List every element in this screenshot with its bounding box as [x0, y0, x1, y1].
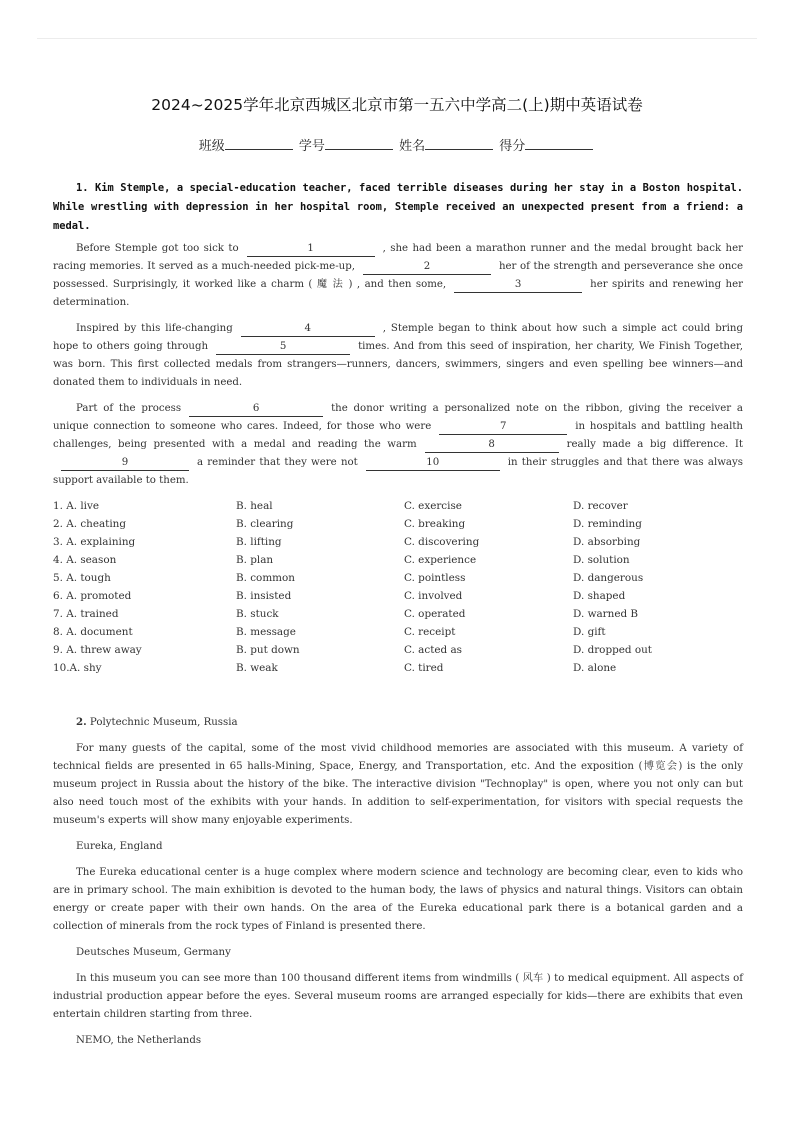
blank-10[interactable]: 10: [366, 456, 500, 471]
blank-8[interactable]: 8: [425, 438, 559, 453]
option-d[interactable]: D. recover: [573, 500, 628, 512]
option-d[interactable]: D. dropped out: [573, 644, 652, 656]
option-c[interactable]: C. experience: [404, 554, 477, 566]
option-d[interactable]: D. dangerous: [573, 572, 644, 584]
option-a[interactable]: 5. A. tough: [53, 572, 111, 584]
option-a[interactable]: 7. A. trained: [53, 608, 119, 620]
option-b[interactable]: B. clearing: [236, 518, 294, 530]
option-a[interactable]: 2. A. cheating: [53, 518, 127, 530]
polytechnic-paragraph: For many guests of the capital, some of the most vivid childhood memories are associated with this museum. A variety of technical fields are presented in 65 halls-Mining, Space, Energy, and Transportation, etc. And the exposition (博览会) is the only museum project in Russia about the history of the bike. The interactive division "Technoplay" is open, where you not only can but also need touch most of the exhibits with your hands. In addition to self-experimentation, for visitors with special requests the museum's experts will show many enjoyable experiments.: [53, 743, 743, 826]
blank-1[interactable]: 1: [247, 242, 375, 257]
option-b[interactable]: B. heal: [236, 500, 273, 512]
option-a[interactable]: 6. A. promoted: [53, 590, 132, 602]
option-c[interactable]: C. breaking: [404, 518, 466, 530]
option-b[interactable]: B. insisted: [236, 590, 292, 602]
options-row: [53, 659, 743, 677]
option-a[interactable]: 9. A. threw away: [53, 644, 142, 656]
blank-2[interactable]: 2: [363, 260, 491, 275]
blank-3[interactable]: 3: [454, 278, 582, 293]
blank-5[interactable]: 5: [216, 340, 350, 355]
options-row: [53, 641, 743, 659]
option-c[interactable]: C. operated: [404, 608, 466, 620]
passage-paragraph-1: Before Stemple got too sick to 1 , she had been a marathon runner and the medal brought back her racing memories. It served as a much-needed pick-me-up, 2 her of the strength and perseverance she once possessed. Surprisingly, it worked like a charm ( 魔 法 ) , and then some, 3 her spirits and renewing her determination.: [53, 243, 743, 308]
blank-7[interactable]: 7: [439, 420, 567, 435]
options-row: [53, 587, 743, 605]
option-a[interactable]: 4. A. season: [53, 554, 117, 566]
passage-paragraph-2: Inspired by this life-changing 4 , Stemple began to think about how such a simple act could bring hope to others going through 5 times. And from this seed of inspiration, her charity, We Finish Together, was born. This first collected medals from strangers—runners, dancers, swimmers, singers and even spelling bee winners—and donated them to individuals in need.: [53, 323, 743, 388]
option-c[interactable]: C. pointless: [404, 572, 466, 584]
question-1-heading: 1. Kim Stemple, a special-education teacher, faced terrible diseases during her stay in a Boston hospital. While wrestling with depression in her hospital room, Stemple received an unexpected present from a friend: a medal.: [53, 182, 743, 232]
option-d[interactable]: D. warned B: [573, 608, 639, 620]
name-field: 姓名: [399, 135, 495, 154]
option-c[interactable]: C. receipt: [404, 626, 456, 638]
question-2-passage: [53, 713, 743, 1058]
options-row: [53, 605, 743, 623]
option-c[interactable]: C. acted as: [404, 644, 463, 656]
option-a[interactable]: 8. A. document: [53, 626, 133, 638]
option-d[interactable]: D. absorbing: [573, 536, 641, 548]
top-divider: [37, 38, 757, 39]
options-row: [53, 569, 743, 587]
option-d[interactable]: D. solution: [573, 554, 630, 566]
question-1-passage: [53, 240, 743, 498]
option-a[interactable]: 3. A. explaining: [53, 536, 136, 548]
question-2-number: 2.: [76, 716, 87, 728]
blank-6[interactable]: 6: [189, 402, 323, 417]
option-b[interactable]: B. plan: [236, 554, 274, 566]
blank-9[interactable]: 9: [61, 456, 189, 471]
option-c[interactable]: C. involved: [404, 590, 463, 602]
name-input-line[interactable]: [425, 138, 493, 150]
section-heading-nemo: NEMO, the Netherlands: [76, 1035, 202, 1046]
option-b[interactable]: B. lifting: [236, 536, 282, 548]
score-field: 得分: [499, 135, 595, 154]
deutsches-paragraph: In this museum you can see more than 100 thousand different items from windmills ( 风车 ) to medical equipment. All aspects of industrial production appear before the eyes. Several museum rooms are arranged especially for kids—there are exhibits that even entertain children starting from three.: [53, 973, 743, 1020]
class-field: 班级: [199, 135, 295, 154]
option-c[interactable]: C. tired: [404, 662, 444, 674]
blank-4[interactable]: 4: [241, 322, 375, 337]
class-input-line[interactable]: [225, 138, 293, 150]
section-heading-deutsches: Deutsches Museum, Germany: [76, 947, 231, 958]
options-row: [53, 623, 743, 641]
section-heading-eureka: Eureka, England: [76, 841, 163, 852]
student-number-input-line[interactable]: [325, 138, 393, 150]
option-d[interactable]: D. reminding: [573, 518, 642, 530]
section-heading-polytechnic: 2. Polytechnic Museum, Russia: [76, 716, 238, 728]
eureka-paragraph: The Eureka educational center is a huge complex where modern science and technology are becoming clear, even to kids who are in primary school. The main exhibition is devoted to the human body, the laws of physics and natural things. Visitors can obtain energy or create paper with their own hands. On the area of the Eureka educational park there is a botanical garden and a collection of minerals from the rock types of Finland is presented there.: [53, 867, 743, 932]
student-number-field: 学号: [299, 135, 395, 154]
score-input-line[interactable]: [525, 138, 593, 150]
question-1-options: [53, 497, 743, 677]
options-row: [53, 497, 743, 515]
option-a[interactable]: 10.A. shy: [53, 662, 102, 674]
option-d[interactable]: D. alone: [573, 662, 617, 674]
option-b[interactable]: B. common: [236, 572, 295, 584]
option-b[interactable]: B. weak: [236, 662, 278, 674]
options-row: [53, 551, 743, 569]
options-row: [53, 533, 743, 551]
option-b[interactable]: B. message: [236, 626, 296, 638]
option-c[interactable]: C. exercise: [404, 500, 462, 512]
option-c[interactable]: C. discovering: [404, 536, 480, 548]
options-row: [53, 515, 743, 533]
student-info-row: [0, 135, 794, 154]
passage-paragraph-3: Part of the process 6 the donor writing a personalized note on the ribbon, giving the receiver a unique connection to someone who cares. Indeed, for those who were 7 in hospitals and battling health challenges, being presented with a medal and reading the warm 8 really made a big difference. It9 a reminder that they were not 10 in their struggles and that there was always support available to them.: [53, 403, 744, 486]
option-d[interactable]: D. gift: [573, 626, 606, 638]
option-a[interactable]: 1. A. live: [53, 500, 99, 512]
option-d[interactable]: D. shaped: [573, 590, 626, 602]
page-title: 2024~2025学年北京西城区北京市第一五六中学高二(上)期中英语试卷: [151, 96, 643, 114]
option-b[interactable]: B. stuck: [236, 608, 279, 620]
option-b[interactable]: B. put down: [236, 644, 300, 656]
